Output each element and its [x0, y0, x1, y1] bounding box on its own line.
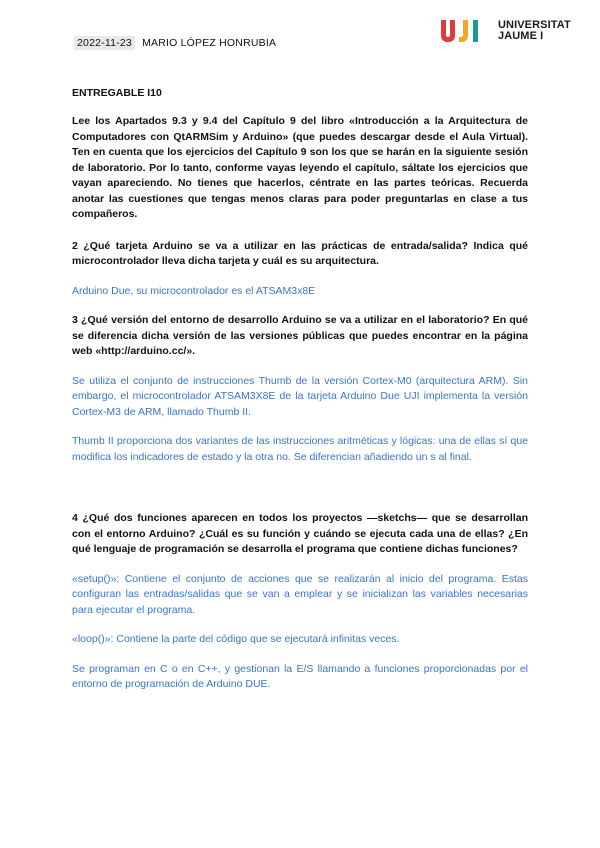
intro-paragraph: Lee los Apartados 9.3 y 9.4 del Capítulo 9 del libro «Introducción a la Arquitectura de Computadores con QtARMSim y Arduino» (que puedes descargar desde el Aula Virtual). Ten en cuenta que los ejercicios del Capítulo 9 son los que se harán en la siguiente sesión de laboratorio. Por lo tanto, conforme vayas leyendo el capítulo, sáltate los ejercicios que vayan apareciendo. No tienes que hacerlos, céntrate en las partes teóricas. Recuerda anotar las cuestiones que tengas menos claras para poder preguntarlas en clase a tus compañeros.	[72, 115, 528, 220]
question-2: 2 ¿Qué tarjeta Arduino se va a utilizar en las prácticas de entrada/salida? Indica qué microcontrolador lleva dicha tarjeta y cuál es su arquitectura.	[72, 239, 528, 267]
document-date: 2022-11-23	[74, 36, 135, 50]
answer-3-2: Thumb II proporciona dos variantes de las instrucciones aritméticas y lógicas: una de ellas sí que modifica los indicadores de estado y la otra no. Se diferencian añadiendo un s al final.	[72, 435, 528, 463]
uji-logo-icon	[441, 20, 491, 42]
logo-line-1: UNIVERSITAT	[498, 19, 571, 31]
logo-line-2: JAUME I	[498, 30, 544, 42]
answer-4-3: Se programan en C o en C++, y gestionan la E/S llamando a funciones proporcionadas por el entorno de programación de Arduino DUE.	[72, 662, 528, 690]
answer-3-1: Se utiliza el conjunto de instrucciones Thumb de la versión Cortex-M0 (arquitectura ARM). Sin embargo, el microcontrolador ATSAM3X8E de la tarjeta Arduino Due UJI implementa la versión Cortex-M3 de ARM, llamado Thumb II.	[72, 374, 528, 418]
document-body	[72, 87, 528, 693]
logo-wordmark	[498, 20, 571, 42]
header-meta	[74, 37, 276, 49]
question-3: 3 ¿Qué versión del entorno de desarrollo Arduino se va a utilizar en el laboratorio? En qué se diferencia dicha versión de las versiones públicas que puedes encontrar en la página web «http://arduino.cc/».	[72, 314, 528, 357]
question-4: 4 ¿Qué dos funciones aparecen en todos los proyectos —sketchs— que se desarrollan con el entorno Arduino? ¿Cuál es su función y cuándo se ejecuta cada una de ellas? ¿En qué lenguaje de programación se desarrolla el programa que contiene dichas funciones?	[72, 512, 528, 555]
answer-2-1: Arduino Due, su microcontrolador es el ATSAM3x8E	[72, 284, 316, 297]
answer-4-1: «setup()»: Contiene el conjunto de acciones que se realizarán al inicio del programa. Estas configuran las entradas/salidas que se van a emplear y se inicializan las variables necesarias para ejecutar el programa.	[72, 572, 528, 616]
university-logo	[441, 18, 571, 44]
author-name: MARIO LÓPEZ HONRUBIA	[142, 37, 277, 49]
answer-4-2: «loop()»: Contiene la parte del código que se ejecutará infinitas veces.	[72, 633, 400, 645]
document-title: ENTREGABLE I10	[72, 87, 162, 99]
